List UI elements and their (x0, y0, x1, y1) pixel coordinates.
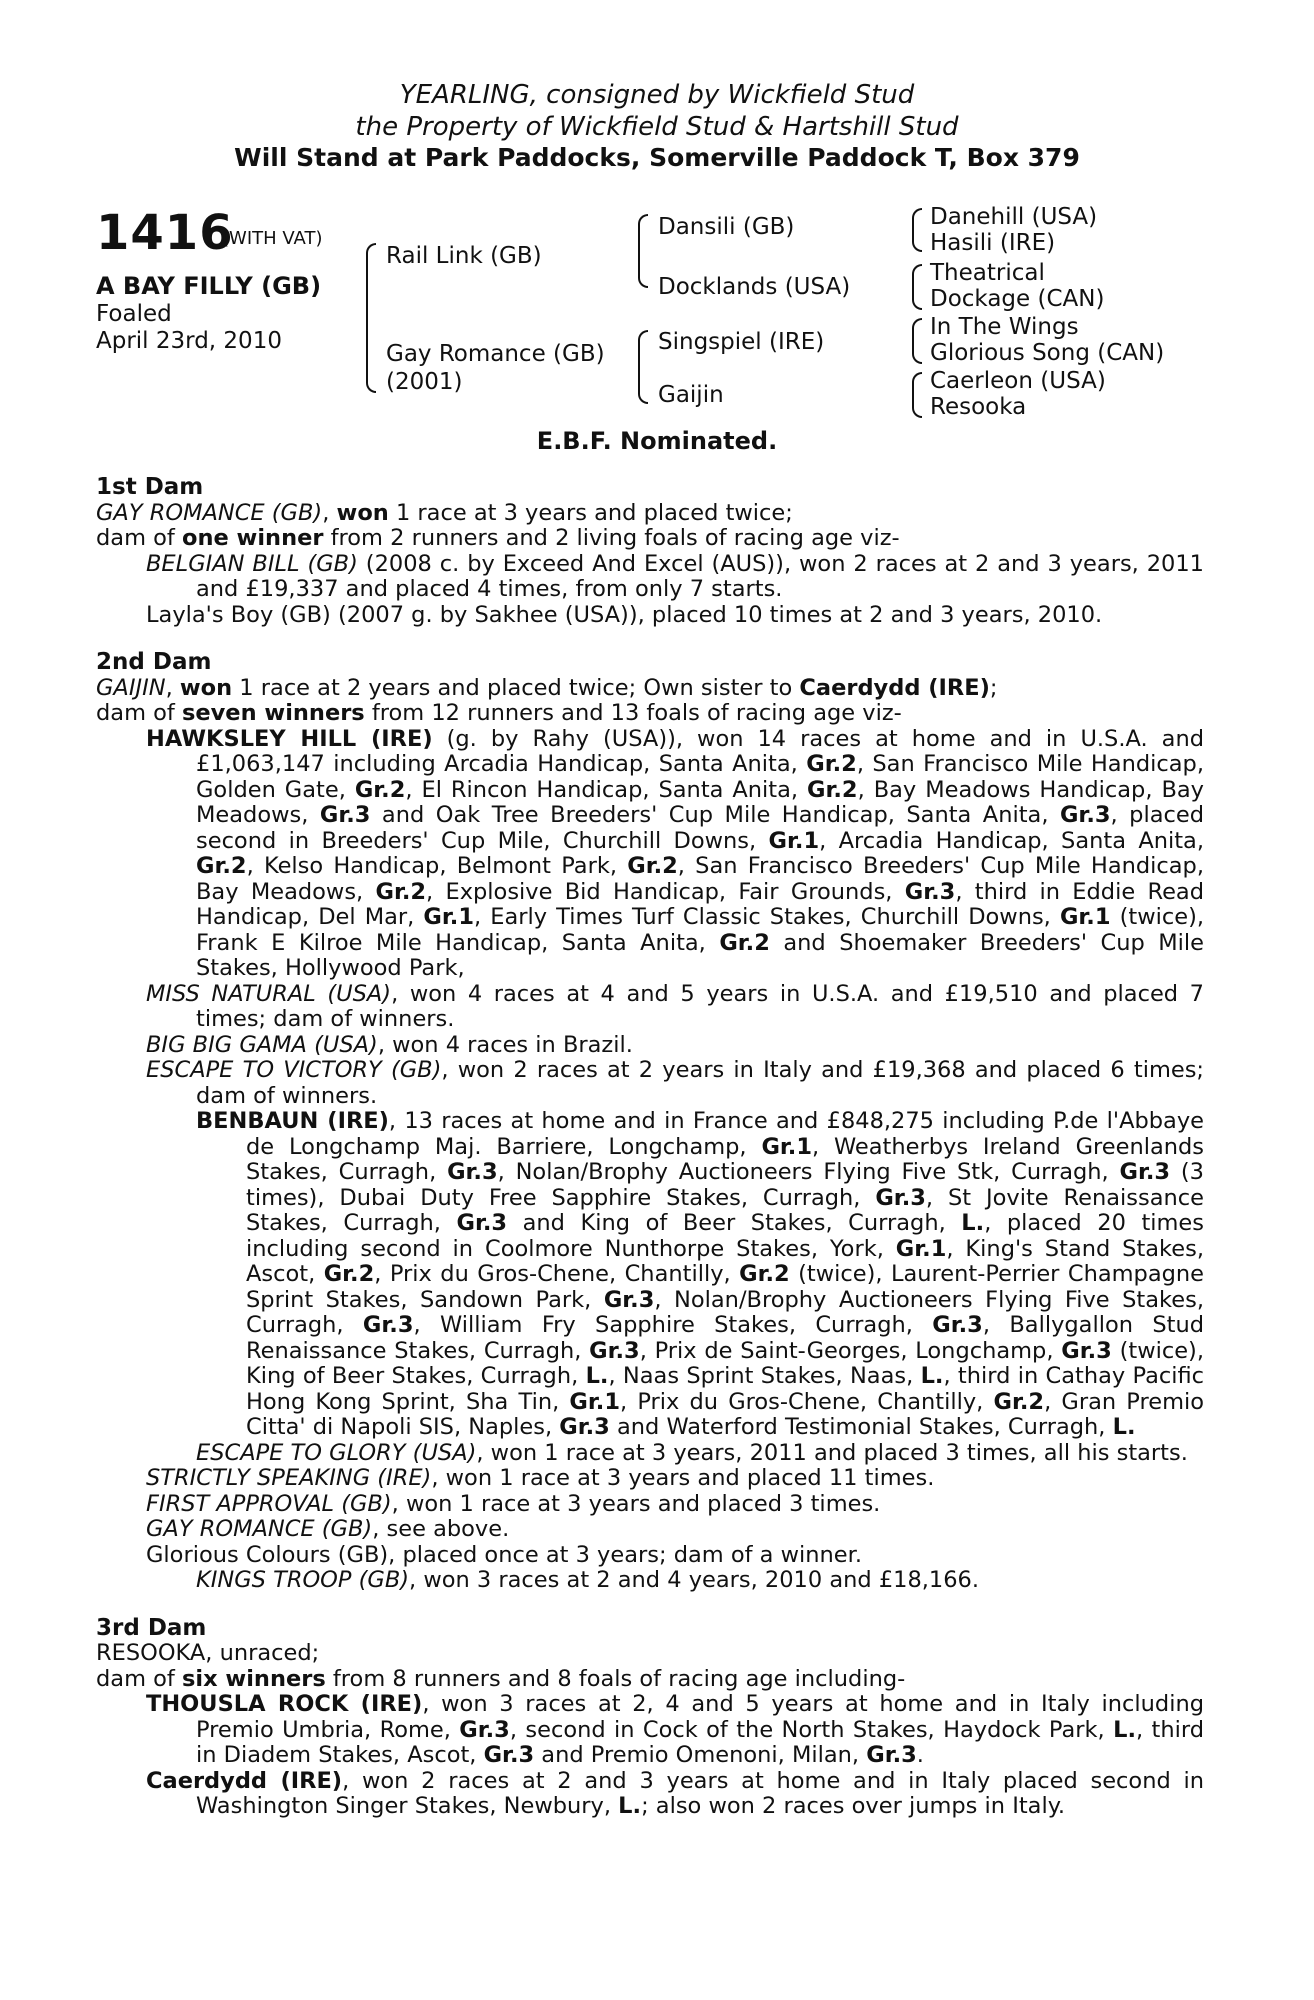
bracket-gg3 (912, 318, 922, 364)
header-property: the Property of Wickfield Stud & Hartshill Stud (355, 112, 959, 142)
header-location: Will Stand at Park Paddocks, Somerville Paddock T, Box 379 (234, 143, 1080, 172)
grandproduce-entry-benbaun: BENBAUN (IRE), 13 races at home and in France and £848,275 including P.de l'Abbaye de Longchamp Maj. Barriere, Longchamp, Gr.1, Weatherbys Ireland Greenlands Stakes, Curragh, Gr.3, Nolan/Brophy Auctioneers Flying Five Stk, Curragh, Gr.3 (3 times), Dubai Duty Free Sapphire Stakes, Curragh, Gr.3, St Jovite Renaissance Stakes, Curragh, Gr.3 and King of Beer Stakes, Curragh, L., placed 20 times including second in Coolmore Nunthorpe Stakes, York, Gr.1, King's Stand Stakes, Ascot, Gr.2, Prix du Gros-Chene, Chantilly, Gr.2 (twice), Laurent-Perrier Champagne Sprint Stakes, Sandown Park, Gr.3, Nolan/Brophy Auctioneers Flying Five Stakes, Curragh, Gr.3, William Fry Sapphire Stakes, Curragh, Gr.3, Ballygallon Stud Renaissance Stakes, Curragh, Gr.3, Prix de Saint-Georges, Longchamp, Gr.3 (twice), King of Beer Stakes, Curragh, L., Naas Sprint Stakes, Naas, L., third in Cathay Pacific Hong Kong Sprint, Sha Tin, Gr.1, Prix du Gros-Chene, Chantilly, Gr.2, Gran Premio Citta' di Napoli SIS, Naples, Gr.3 and Waterford Testimonial Stakes, Curragh, L. (196, 1108, 1205, 1440)
pedigree-dam-sire: Singspiel (IRE) (658, 329, 825, 355)
catalogue-body (96, 475, 1204, 1820)
produce-entry-thousla-rock: THOUSLA ROCK (IRE), won 3 races at 2, 4 and 5 years at home and in Italy including Premio Umbria, Rome, Gr.3, second in Cock of the North Stakes, Haydock Park, L., third in Diadem Stakes, Ascot, Gr.3 and Premio Omenoni, Milan, Gr.3. (146, 1691, 1205, 1768)
foaled-date: April 23rd, 2010 (96, 328, 282, 354)
pedigree-dam-dam: Gaijin (658, 382, 724, 408)
third-dam-produce-summary: dam of six winners from 8 runners and 8 foals of racing age including- (96, 1665, 906, 1692)
produce-entry: Layla's Boy (GB) (2007 g. by Sakhee (USA)), placed 10 times at 2 and 3 years, 2010. (146, 601, 1103, 628)
foaled-label: Foaled (96, 301, 172, 327)
third-dam-heading: 3rd Dam (96, 1614, 207, 1641)
pedigree-dam: Gay Romance (GB) (386, 341, 605, 367)
produce-entry: ESCAPE TO VICTORY (GB), won 2 races at 2 years in Italy and £19,368 and placed 6 times; dam of winners. (146, 1057, 1205, 1109)
produce-entry-caerdydd: Caerdydd (IRE), won 2 races at 2 and 3 years at home and in Italy placed second in Washington Singer Stakes, Newbury, L.; also won 2 races over jumps in Italy. (146, 1767, 1204, 1819)
header-consignor: YEARLING, consigned by Wickfield Stud (399, 80, 915, 110)
horse-title: A BAY FILLY (GB) (96, 272, 322, 300)
second-dam-line: GAIJIN, won 1 race at 2 years and placed twice; Own sister to Caerdydd (IRE); (96, 674, 998, 701)
first-dam-heading: 1st Dam (96, 474, 204, 500)
pedigree-dam-year: (2001) (386, 369, 463, 395)
bracket-gg4 (912, 372, 922, 418)
bracket-sire-dam (366, 243, 376, 393)
produce-entry: GAY ROMANCE (GB), see above. (146, 1516, 510, 1542)
pedigree-gg: Hasili (IRE) (930, 230, 1056, 256)
vat-note: (WITH VAT) (222, 228, 323, 249)
produce-entry: BELGIAN BILL (GB) (2008 c. by Exceed And Excel (AUS)), won 2 races at 2 and 3 years, 2011 and £19,337 and placed 4 times, from only 7 starts. (146, 550, 1204, 602)
pedigree-sire-sire: Dansili (GB) (658, 214, 795, 240)
produce-entry: Glorious Colours (GB), placed once at 3 years; dam of a winner. (146, 1541, 862, 1568)
grandproduce-entry: ESCAPE TO GLORY (USA), won 1 race at 3 years, 2011 and placed 3 times, all his starts. (196, 1439, 1188, 1466)
pedigree-gg: Glorious Song (CAN) (930, 340, 1165, 366)
pedigree-gg: Resooka (930, 394, 1027, 420)
produce-entry: FIRST APPROVAL (GB), won 1 race at 3 years and placed 3 times. (146, 1490, 881, 1517)
second-dam-produce-summary: dam of seven winners from 12 runners and 13 foals of racing age viz- (96, 700, 902, 726)
produce-entry: STRICTLY SPEAKING (IRE), won 1 race at 3 years and placed 11 times. (146, 1465, 935, 1491)
pedigree-sire: Rail Link (GB) (386, 243, 542, 269)
pedigree-sire-dam: Docklands (USA) (658, 274, 851, 300)
pedigree-gg: In The Wings (930, 314, 1079, 340)
lot-number: 1416 (96, 205, 234, 261)
third-dam-line: RESOOKA, unraced; (96, 1640, 320, 1666)
second-dam-heading: 2nd Dam (96, 649, 212, 675)
pedigree-gg: Theatrical (930, 260, 1045, 286)
first-dam-produce-summary: dam of one winner from 2 runners and 2 living foals of racing age viz- (96, 525, 900, 551)
pedigree-gg: Danehill (USA) (930, 204, 1098, 230)
bracket-sire-line (638, 214, 648, 288)
produce-entry-hawksley-hill: HAWKSLEY HILL (IRE) (g. by Rahy (USA)), won 14 races at home and in U.S.A. and £1,063,147 including Arcadia Handicap, Santa Anita, Gr.2, San Francisco Mile Handicap, Golden Gate, Gr.2, El Rincon Handicap, Santa Anita, Gr.2, Bay Meadows Handicap, Bay Meadows, Gr.3 and Oak Tree Breeders' Cup Mile Handicap, Santa Anita, Gr.3, placed second in Breeders' Cup Mile, Churchill Downs, Gr.1, Arcadia Handicap, Santa Anita, Gr.2, Kelso Handicap, Belmont Park, Gr.2, San Francisco Breeders' Cup Mile Handicap, Bay Meadows, Gr.2, Explosive Bid Handicap, Fair Grounds, Gr.3, third in Eddie Read Handicap, Del Mar, Gr.1, Early Times Turf Classic Stakes, Churchill Downs, Gr.1 (twice), Frank E Kilroe Mile Handicap, Santa Anita, Gr.2 and Shoemaker Breeders' Cup Mile Stakes, Hollywood Park, (146, 725, 1205, 981)
bracket-dam-line (638, 330, 648, 404)
first-dam-line: GAY ROMANCE (GB), won 1 race at 3 years and placed twice; (96, 499, 793, 526)
bracket-gg1 (912, 208, 922, 252)
pedigree-gg: Caerleon (USA) (930, 368, 1106, 394)
ebf-nominated: E.B.F. Nominated. (536, 427, 778, 455)
pedigree-gg: Dockage (CAN) (930, 286, 1105, 312)
produce-entry: MISS NATURAL (USA), won 4 races at 4 and 5 years in U.S.A. and £19,510 and placed 7 times; dam of winners. (146, 980, 1204, 1032)
bracket-gg2 (912, 264, 922, 310)
grandproduce-entry: KINGS TROOP (GB), won 3 races at 2 and 4 years, 2010 and £18,166. (196, 1567, 980, 1593)
produce-entry: BIG BIG GAMA (USA), won 4 races in Brazil. (146, 1031, 633, 1058)
